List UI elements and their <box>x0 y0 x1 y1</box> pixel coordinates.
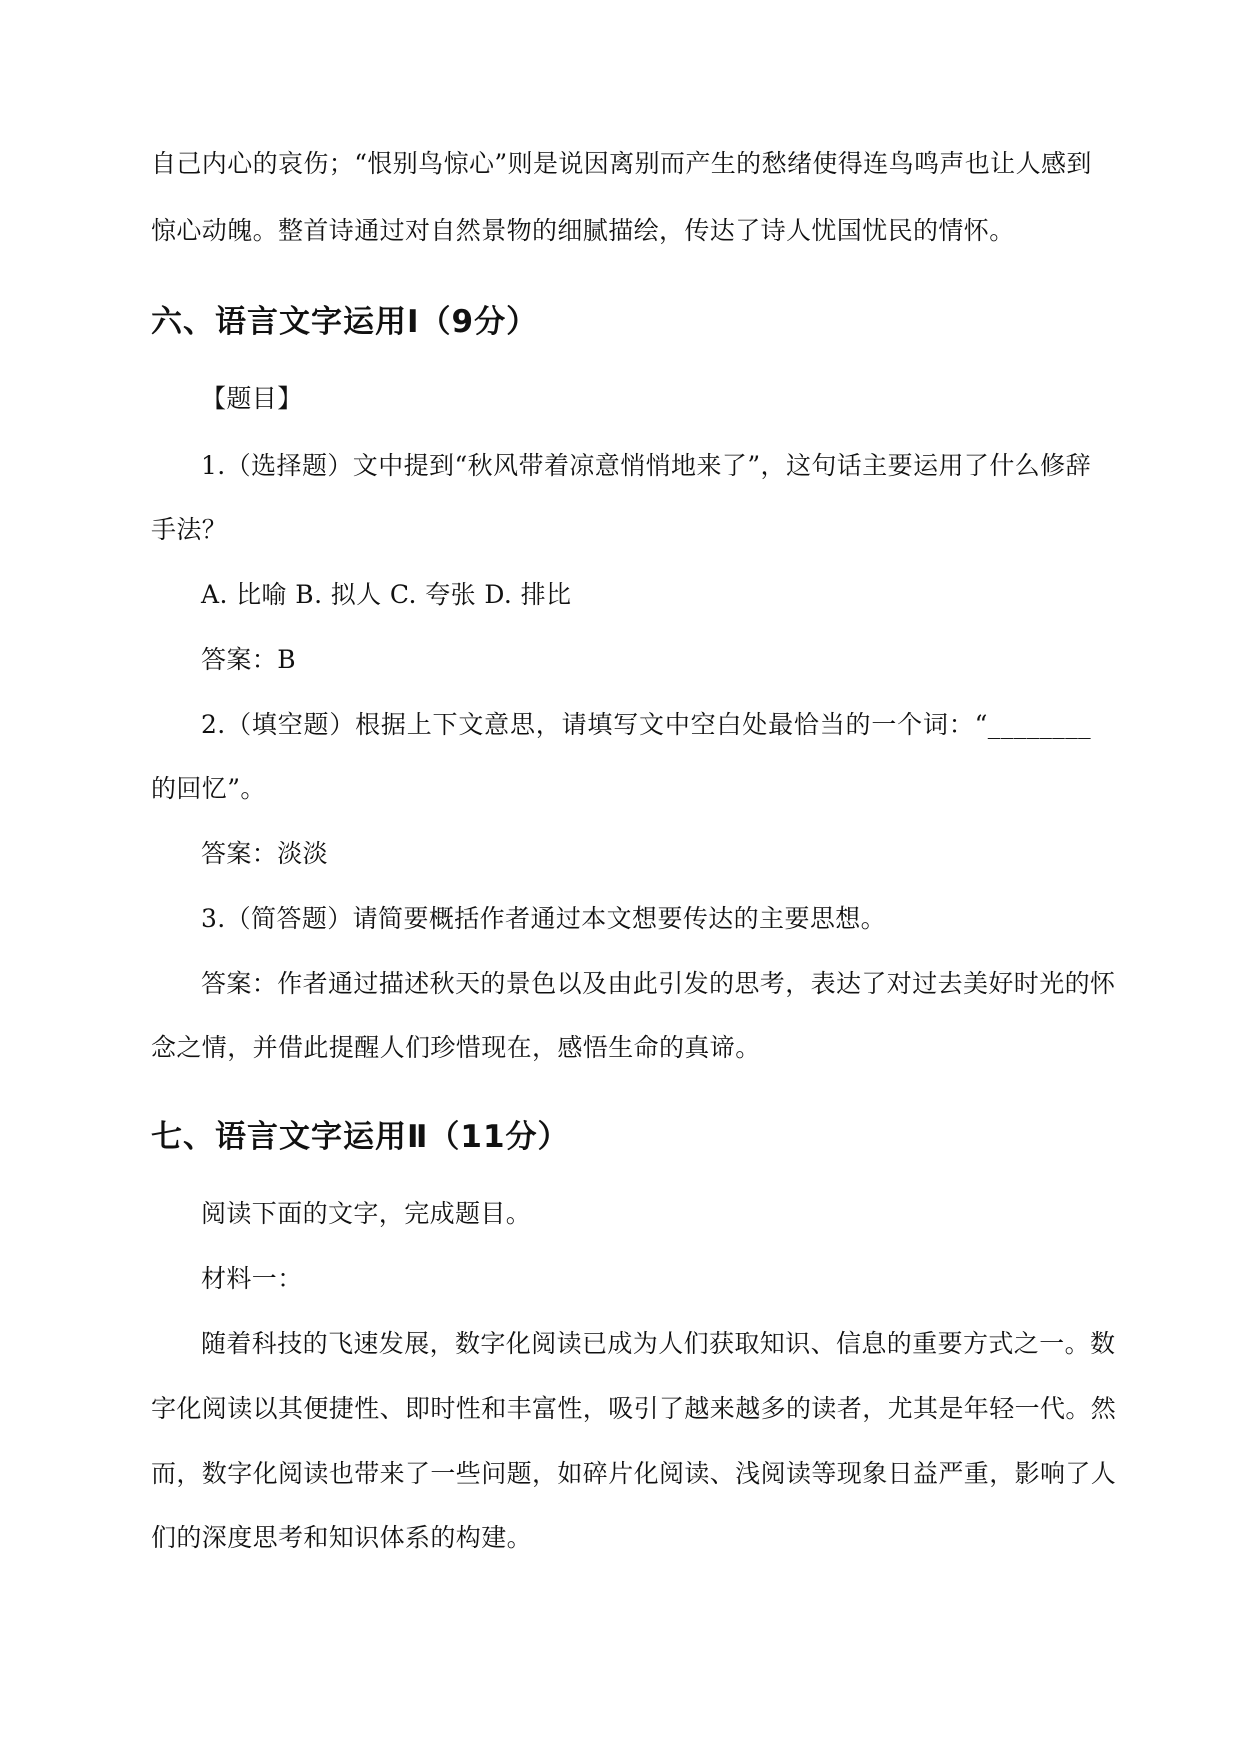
question-1-options: A. 比喻 B. 拟人 C. 夸张 D. 排比 <box>201 580 572 609</box>
material-label: 材料一： <box>201 1264 303 1293</box>
paragraph-line: 自己内心的哀伤；“恨别鸟惊心”则是说因离别而产生的愁绪使得连鸟鸣声也让人感到 <box>151 149 1092 178</box>
question-2-text: 2.（填空题）根据上下文意思，请填写文中空白处最恰当的一个词：“________ <box>201 710 1091 739</box>
section-heading-6: 六、语言文字运用Ⅰ（9分） <box>151 304 539 340</box>
section-heading-7: 七、语言文字运用Ⅱ（11分） <box>151 1119 570 1155</box>
material-paragraph-line: 字化阅读以其便捷性、即时性和丰富性，吸引了越来越多的读者，尤其是年轻一代。然 <box>151 1394 1117 1423</box>
question-2-text-continued: 的回忆”。 <box>151 774 266 803</box>
question-2-answer: 答案：淡淡 <box>201 839 329 868</box>
question-3-text: 3.（简答题）请简要概括作者通过本文想要传达的主要思想。 <box>201 904 887 933</box>
material-paragraph-line: 而，数字化阅读也带来了一些问题，如碎片化阅读、浅阅读等现象日益严重，影响了人 <box>151 1459 1117 1488</box>
question-title-tag: 【题目】 <box>201 384 303 413</box>
material-paragraph-line: 随着科技的飞速发展，数字化阅读已成为人们获取知识、信息的重要方式之一。数 <box>201 1329 1116 1358</box>
question-1-answer: 答案：B <box>201 645 296 674</box>
paragraph-line: 惊心动魄。整首诗通过对自然景物的细腻描绘，传达了诗人忧国忧民的情怀。 <box>151 216 1015 245</box>
question-3-answer-continued: 念之情，并借此提醒人们珍惜现在，感悟生命的真谛。 <box>151 1033 761 1062</box>
reading-intro: 阅读下面的文字，完成题目。 <box>201 1199 532 1228</box>
question-1-text-continued: 手法？ <box>151 515 228 544</box>
question-3-answer: 答案：作者通过描述秋天的景色以及由此引发的思考，表达了对过去美好时光的怀 <box>201 969 1116 998</box>
question-1-text: 1.（选择题）文中提到“秋风带着凉意悄悄地来了”，这句话主要运用了什么修辞 <box>201 451 1091 480</box>
material-paragraph-line: 们的深度思考和知识体系的构建。 <box>151 1523 533 1552</box>
